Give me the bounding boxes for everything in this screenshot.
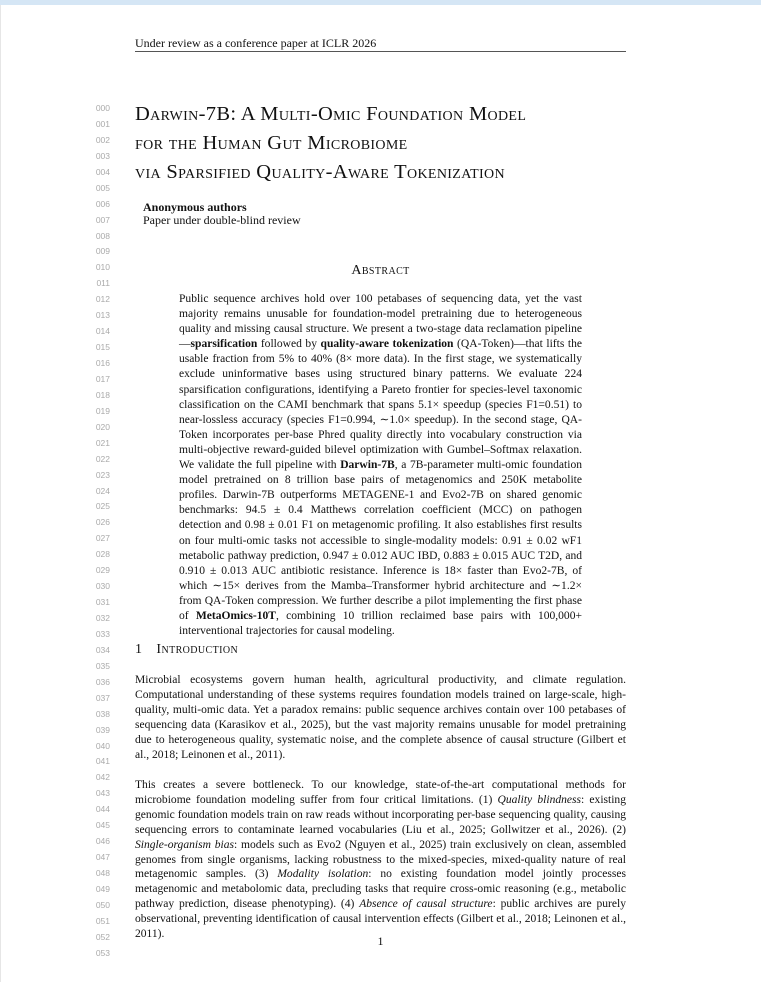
line-number: 031	[95, 597, 110, 608]
line-number: 052	[95, 931, 110, 942]
line-number: 041	[95, 756, 110, 767]
line-number: 025	[95, 501, 110, 512]
line-number: 002	[95, 134, 110, 145]
line-number: 022	[95, 453, 110, 464]
line-number: 019	[95, 405, 110, 416]
line-number: 015	[95, 342, 110, 353]
line-number: 030	[95, 581, 110, 592]
abstract-body	[179, 292, 582, 639]
line-number: 024	[95, 485, 110, 496]
title-line: via Sparsified Quality-Aware Tokenization	[135, 161, 505, 183]
line-number: 008	[95, 230, 110, 241]
top-bar	[0, 0, 761, 5]
line-number: 047	[95, 852, 110, 863]
line-number: 034	[95, 644, 110, 655]
line-number: 036	[95, 676, 110, 687]
line-number: 038	[95, 708, 110, 719]
line-number: 051	[95, 915, 110, 926]
line-numbers	[86, 101, 110, 962]
line-number: 003	[95, 150, 110, 161]
line-number: 005	[95, 182, 110, 193]
page-left-edge	[0, 5, 1, 982]
line-number: 027	[95, 533, 110, 544]
paper-title	[135, 100, 635, 187]
line-number: 028	[95, 549, 110, 560]
line-number: 050	[95, 899, 110, 910]
line-number: 017	[95, 373, 110, 384]
section-number: 1	[135, 642, 143, 657]
abstract-bold: quality-aware tokenization	[320, 338, 454, 351]
line-number: 001	[95, 118, 110, 129]
abstract-text: , combining 10 trillion reclaimed base pairs with 100,000+ interventional trajectories for causal modeling.	[179, 609, 582, 638]
title-line: for the Human Gut Microbiome	[135, 132, 408, 154]
intro-paragraph-2	[135, 778, 626, 942]
line-number: 042	[95, 772, 110, 783]
paragraph-text: This creates a severe bottleneck. To our knowledge, state-of-the-art computational methods for microbiome foundation modeling suffer from four critical limitations. (1)	[135, 779, 626, 806]
paragraph-text: : no existing foundation model jointly processes metagenomic and metabolomic data, precluding tasks that require cross-omic reasoning (e.g., metabolic pathway prediction, disease phenotyping). (4)	[135, 868, 626, 911]
line-number: 048	[95, 868, 110, 878]
abstract-text: Public sequence archives hold over 100 petabases of sequencing data, yet the vast majority remains unusable for foundation-model pretraining due to heterogeneous quality and missing causal structure. We present a two-stage data reclamation pipeline—	[179, 293, 582, 351]
line-number: 045	[95, 820, 110, 831]
line-number: 020	[95, 421, 110, 432]
line-number: 039	[95, 724, 110, 735]
line-number: 044	[95, 804, 110, 815]
section-heading	[135, 642, 238, 658]
intro-paragraph-1: Microbial ecosystems govern human health, agricultural productivity, and climate regulation. Computational understanding of these systems requires foundation models trained on large-scale, high-quality, multi-omic data. Yet a paradox remains: public sequence archives contain over 100 petabases of sequencing data (Karasikov et al., 2025), but the vast majority remains unusable for model pretraining due to heterogeneous quality, systematic noise, and the complete absence of causal structure (Gilbert et al., 2018; Leinonen et al., 2011).	[135, 674, 626, 761]
paragraph-italic: Modality isolation	[277, 868, 369, 881]
title-line: Darwin-7B: A Multi-Omic Foundation Model	[135, 103, 527, 125]
line-number: 014	[95, 326, 110, 337]
abstract-bold: sparsification	[190, 338, 258, 351]
line-number: 006	[95, 198, 110, 209]
abstract-bold: Darwin-7B	[340, 459, 395, 472]
line-number: 004	[95, 166, 110, 177]
section-title: Introduction	[156, 642, 239, 657]
page-number: 1	[377, 934, 384, 948]
abstract-text: (QA-Token)—that lifts the usable fraction from 5% to 40% (8× more data). In the first stage, we systematically exclude uninformative bases using structured binary patterns. We evaluate 224 sparsification configurations, identifying a Pareto frontier for species-level taxonomic classification on the CAMI benchmark that spans 5.1× speedup (species F1=0.51) to near-lossless accuracy (species F1=0.994, ∼1.0× speedup). In the second stage, QA-Token incorporates per-base Phred quality directly into vocabulary construction via multi-objective reward-guided bilevel optimization with Gumbel–Softmax relaxation. We validate the full pipeline with	[179, 338, 582, 472]
line-number: 037	[95, 692, 110, 703]
line-number: 016	[95, 358, 110, 368]
line-number: 021	[95, 437, 110, 448]
abstract-text: followed by	[257, 338, 321, 351]
line-number: 009	[95, 246, 110, 257]
paragraph-italic: Quality blindness	[497, 793, 581, 806]
line-number: 043	[95, 788, 110, 799]
paragraph-text: : public archives are purely observational, preventing identification of causal intervention effects (Gilbert et al., 2018; Leinonen et al., 2011).	[135, 898, 626, 941]
line-number: 033	[95, 628, 110, 639]
abstract-text: , a 7B-parameter multi-omic foundation model pretrained on 8 trillion base pairs of metagenomics and 250K metabolite profiles. Darwin-7B outperforms METAGENE-1 and Evo2-7B on shared genomic benchmarks: 94.5 ± 0.4 Matthews correlation coefficient (MCC) on pathogen detection and 0.98 ± 0.01 F1 on metagenomic profiling. It also establishes first results on four multi-omic tasks not accessible to single-modality models: 0.91 ± 0.02 wF1 metabolic pathway prediction, 0.947 ± 0.012 AUC IBD, 0.883 ± 0.015 AUC T2D, and 0.910 ± 0.013 AUC antibiotic resistance. Inference is 18× faster than Evo2-7B, of which ∼15× derives from the Mamba–Transformer hybrid architecture and ∼1.2× from QA-Token compression. We further describe a pilot implementing the first phase of	[179, 459, 582, 622]
author-affiliation: Paper under double-blind review	[143, 213, 301, 227]
author-names: Anonymous authors	[143, 200, 247, 214]
line-number: 023	[95, 469, 110, 480]
line-number: 032	[95, 613, 110, 623]
author-block	[143, 201, 301, 227]
running-header: Under review as a conference paper at ICLR 2026	[135, 36, 626, 52]
line-number: 040	[95, 740, 110, 751]
line-number: 012	[95, 294, 110, 305]
line-number: 007	[95, 214, 110, 225]
paragraph-italic: Single-organism bias	[135, 838, 234, 851]
line-number: 029	[95, 565, 110, 576]
abstract-bold: MetaOmics-10T	[195, 609, 277, 622]
line-number: 018	[95, 389, 110, 400]
abstract-heading: Abstract	[351, 263, 410, 278]
paragraph-italic: Absence of causal structure	[359, 898, 493, 911]
line-number: 013	[95, 310, 110, 321]
line-number: 053	[95, 947, 110, 958]
line-number: 000	[95, 103, 110, 113]
line-number: 035	[95, 660, 110, 671]
line-number: 010	[95, 262, 110, 273]
paragraph-text: : models such as Evo2 (Nguyen et al., 2025) train exclusively on clean, assembled genomes from single organisms, lacking robustness to the mixed-species, mixed-quality nature of real metagenomic samples. (3)	[135, 838, 626, 881]
paragraph-text: : existing genomic foundation models train on raw reads without incorporating per-base sequencing quality, causing sequencing errors to contaminate learned vocabularies (Liu et al., 2025; Gollwitzer et al., 2026). (2)	[135, 793, 626, 836]
line-number: 011	[96, 278, 110, 289]
line-number: 046	[95, 836, 110, 847]
line-number: 049	[95, 883, 110, 894]
line-number: 026	[95, 517, 110, 528]
